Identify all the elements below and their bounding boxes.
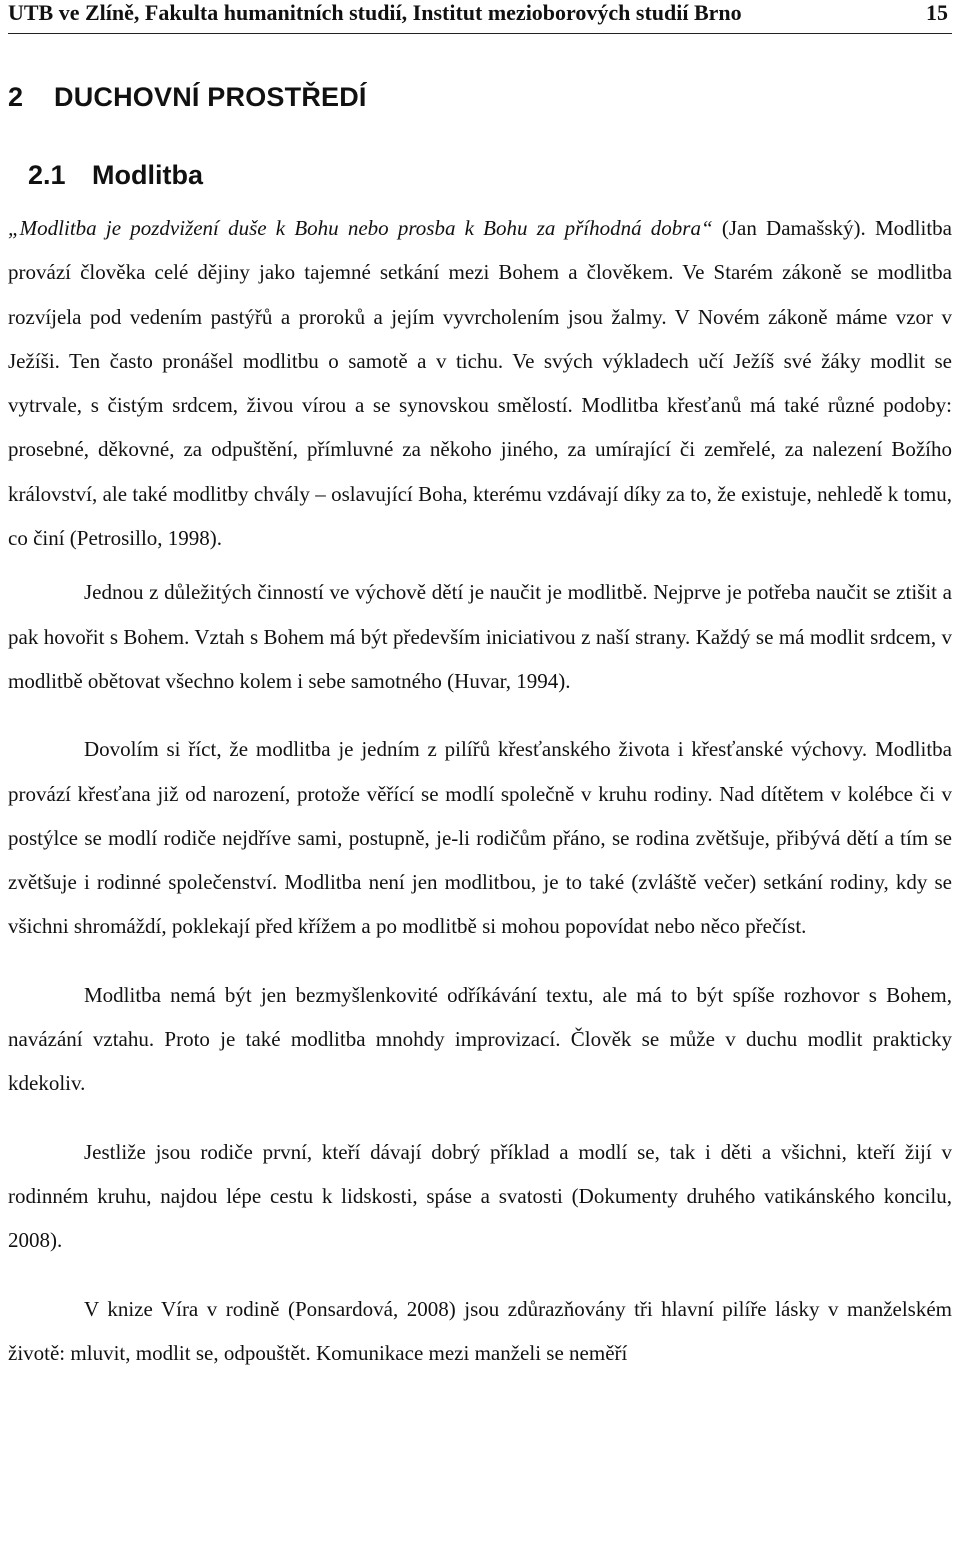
running-header	[8, 0, 952, 42]
paragraph-5: Jestliže jsou rodiče první, kteří dávají dobrý příklad a modlí se, tak i děti a všichni, kteří žijí v rodinném kruhu, najdou lépe cestu k lidskosti, spáse a svatosti (Dokumenty druhého vatikánského koncilu, 2008).	[8, 1139, 952, 1253]
section-title: Modlitba	[92, 160, 203, 190]
chapter-heading	[8, 80, 952, 114]
paragraph-1-text: (Jan Damašský). Modlitba provází člověka celé dějiny jako tajemné setkání mezi Bohem a člověkem. Ve Starém zákoně se modlitba rozvíjela pod vedením pastýřů a proroků a jejím vyvrcholením jsou žalmy. V Novém zákoně máme vzor v Ježíši. Ten často pronášel modlitbu o samotě a v tichu. Ve svých výkladech učí Ježíš své žáky modlit se vytrvale, s čistým srdcem, živou vírou a se synovskou smělostí. Modlitba křesťanů má také různé podoby: prosebné, děkovné, za odpuštění, přímluvné za někoho jiného, za umírající či zemřelé, za nalezení Božího království, ale také modlitby chvály – oslavující Boha, kterému vzdávají díky za to, že existuje, nehledě k tomu, co činí (Petrosillo, 1998).	[8, 216, 952, 551]
paragraph-4: Modlitba nemá být jen bezmyšlenkovité odříkávání textu, ale má to být spíše rozhovor s Bohem, navázání vztahu. Proto je také modlitba mnohdy improvizací. Člověk se může v duchu modlit prakticky kdekoliv.	[8, 982, 952, 1096]
chapter-number: 2	[8, 82, 24, 112]
section-heading	[28, 158, 952, 192]
paragraph-1-quote: „Modlitba je pozdvižení duše k Bohu nebo prosba k Bohu za příhodná dobra“	[8, 216, 713, 240]
paragraph-1	[8, 206, 952, 560]
chapter-title: DUCHOVNÍ PROSTŘEDÍ	[54, 82, 367, 112]
paragraph-6: V knize Víra v rodině (Ponsardová, 2008) jsou zdůrazňovány tři hlavní pilíře lásky v manželském životě: mluvit, modlit se, odpouštět. Komunikace mezi manželi se neměří	[8, 1296, 952, 1365]
header-divider	[8, 33, 952, 34]
paragraph-2: Jednou z důležitých činností ve výchově dětí je naučit je modlitbě. Nejprve je potřeba naučit se ztišit a pak hovořit s Bohem. Vztah s Bohem má být především iniciativou z naší strany. Každý se má modlit srdcem, v modlitbě obětovat všechno kolem i sebe samotného (Huvar, 1994).	[8, 580, 952, 693]
header-title: UTB ve Zlíně, Fakulta humanitních studií, Institut mezioborových studií Brno	[8, 0, 742, 25]
section-number: 2.1	[28, 160, 66, 190]
page-number: 15	[926, 0, 948, 25]
paragraph-3: Dovolím si říct, že modlitba je jedním z pilířů křesťanského života i křesťanské výchovy. Modlitba provází křesťana již od narození, protože věřící se modlí společně v kruhu rodiny. Nad dítětem v kolébce či v postýlce se modlí rodiče nejdříve sami, postupně, je-li rodičům přáno, se rodina zvětšuje, přibývá dětí a tím se zvětšuje i rodinné společenství. Modlitba není jen modlitbou, je to také (zvláště večer) setkání rodiny, kdy se všichni shromáždí, poklekají před křížem a po modlitbě si mohou popovídat nebo něco přečíst.	[8, 737, 952, 939]
